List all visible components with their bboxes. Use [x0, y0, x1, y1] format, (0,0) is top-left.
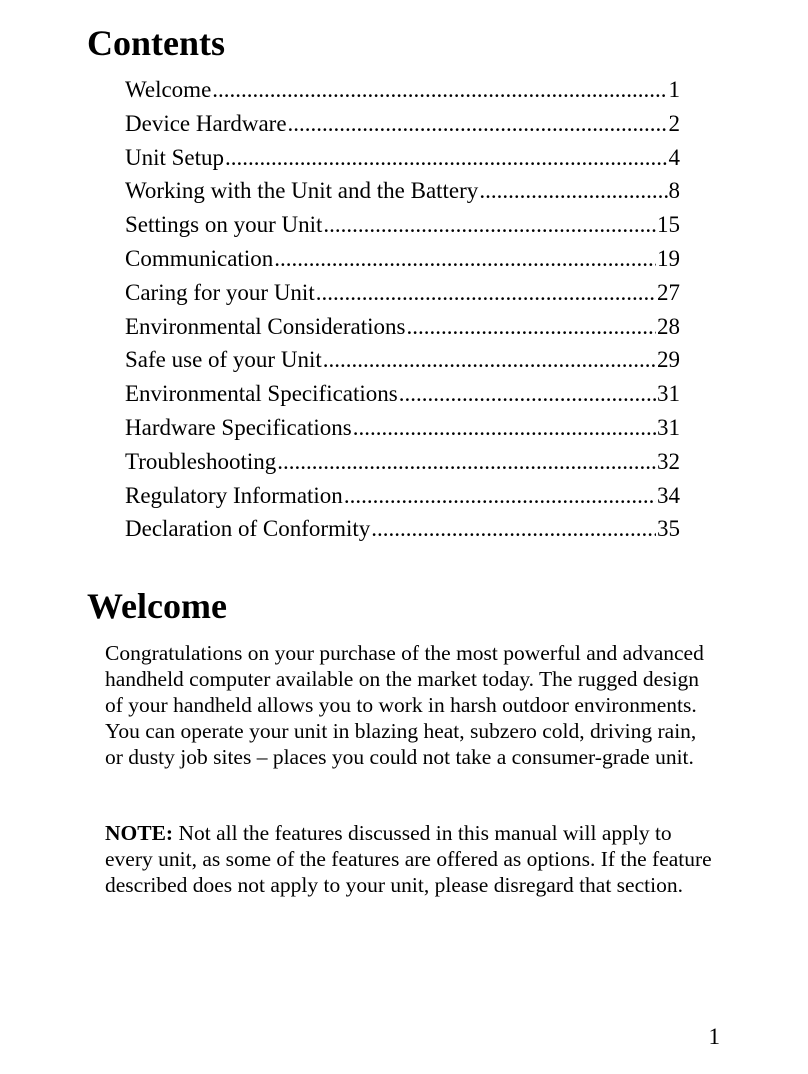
- toc-entry-title: Communication: [125, 245, 274, 271]
- toc-entry-page: 29: [657, 347, 680, 373]
- toc-entry-title: Regulatory Information: [125, 482, 343, 508]
- welcome-heading: Welcome: [87, 586, 227, 626]
- toc-entry-page: 35: [657, 516, 680, 542]
- toc-entry-page: 1: [668, 77, 680, 102]
- toc-leader: [353, 411, 656, 445]
- toc-entry-page: 28: [657, 313, 680, 339]
- toc-leader: [399, 377, 656, 411]
- table-of-contents: [125, 73, 680, 546]
- toc-entry-page: 32: [657, 448, 680, 474]
- toc-entry-title: Declaration of Conformity: [125, 516, 371, 542]
- toc-entry-title: Welcome: [125, 77, 212, 102]
- toc-entry-title: Settings on your Unit: [125, 212, 323, 238]
- toc-entry-working-with-unit-battery[interactable]: [125, 174, 680, 208]
- note-text: Not all the features discussed in this manual will apply to every unit, as some of the features are offered as options. If the feature described does not apply to your unit, please disregard that section.: [105, 821, 712, 897]
- toc-entry-unit-setup[interactable]: [125, 141, 680, 175]
- contents-heading: Contents: [87, 23, 226, 63]
- toc-entry-page: 19: [657, 245, 680, 271]
- toc-entry-troubleshooting[interactable]: [125, 445, 680, 479]
- welcome-intro-paragraph: Congratulations on your purchase of the most powerful and advanced handheld computer available on the market today. The rugged design of your handheld allows you to work in harsh outdoor environments. You can operate your unit in blazing heat, subzero cold, driving rain, or dusty job sites – places you could not take a consumer-grade unit.: [105, 641, 704, 769]
- toc-entry-title: Unit Setup: [125, 144, 225, 170]
- toc-entry-page: 15: [657, 212, 680, 238]
- toc-leader: [225, 141, 667, 175]
- toc-entry-safe-use[interactable]: [125, 343, 680, 377]
- toc-entry-communication[interactable]: [125, 242, 680, 276]
- toc-entry-device-hardware[interactable]: [125, 107, 680, 141]
- toc-leader: [344, 479, 656, 513]
- toc-entry-title: Caring for your Unit: [125, 279, 315, 305]
- note-label: NOTE:: [105, 821, 174, 845]
- page-number: 1: [708, 1024, 720, 1049]
- toc-entry-caring[interactable]: [125, 276, 680, 310]
- toc-leader: [274, 242, 656, 276]
- toc-entry-page: 2: [668, 110, 680, 136]
- toc-entry-environmental-specifications[interactable]: [125, 377, 680, 411]
- toc-entry-page: 31: [657, 381, 680, 407]
- toc-leader: [323, 208, 656, 242]
- toc-entry-page: 31: [657, 414, 680, 440]
- toc-entry-hardware-specifications[interactable]: [125, 411, 680, 445]
- toc-leader: [406, 310, 656, 344]
- toc-entry-welcome[interactable]: [125, 73, 680, 107]
- toc-entry-page: 4: [668, 144, 680, 170]
- toc-entry-title: Troubleshooting: [125, 448, 277, 474]
- toc-leader: [479, 174, 667, 208]
- toc-leader: [323, 343, 656, 377]
- toc-leader: [277, 445, 656, 479]
- toc-entry-page: 34: [657, 482, 680, 508]
- toc-entry-regulatory-information[interactable]: [125, 479, 680, 513]
- note-paragraph: [105, 820, 715, 898]
- toc-entry-title: Hardware Specifications: [125, 414, 352, 440]
- toc-entry-title: Safe use of your Unit: [125, 347, 322, 373]
- toc-leader: [371, 512, 656, 546]
- toc-entry-page: 8: [668, 178, 680, 204]
- toc-leader: [316, 276, 656, 310]
- toc-entry-title: Environmental Specifications: [125, 381, 398, 407]
- toc-entry-environmental-considerations[interactable]: [125, 310, 680, 344]
- toc-entry-title: Working with the Unit and the Battery: [125, 178, 479, 204]
- toc-entry-title: Environmental Considerations: [125, 313, 406, 339]
- toc-entry-page: 27: [657, 279, 680, 305]
- toc-leader: [212, 73, 667, 107]
- toc-entry-title: Device Hardware: [125, 110, 287, 136]
- toc-leader: [288, 107, 668, 141]
- toc-entry-settings[interactable]: [125, 208, 680, 242]
- toc-entry-declaration-of-conformity[interactable]: [125, 512, 680, 546]
